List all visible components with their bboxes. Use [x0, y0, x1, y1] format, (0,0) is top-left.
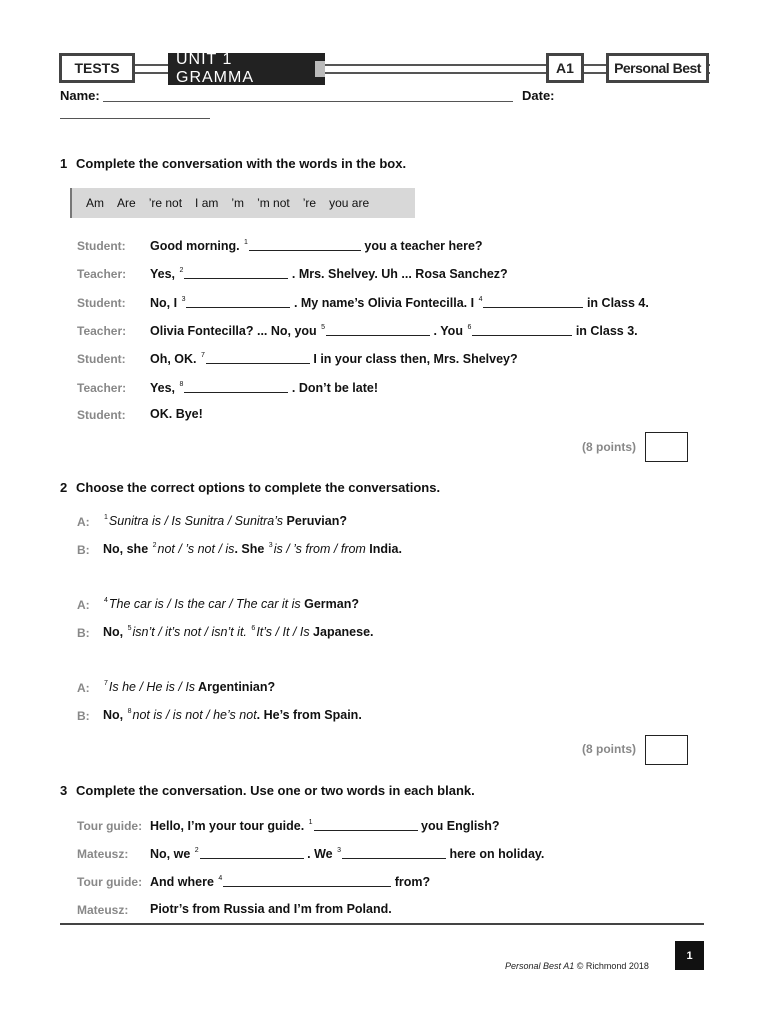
item-number: 3 — [181, 296, 186, 303]
item-number: 6 — [251, 625, 256, 632]
line-text: Hello, I’m your tour guide. — [150, 819, 308, 833]
line-text: in Class 3. — [572, 324, 638, 338]
line-text: No, — [103, 708, 127, 722]
dialogue-line — [150, 874, 430, 889]
footer-copyright — [505, 961, 649, 971]
section-1-title — [60, 156, 406, 171]
line-text: Yes, — [150, 267, 179, 281]
line-text: German? — [300, 597, 359, 611]
item-number: 2 — [179, 267, 184, 274]
item-number: 8 — [179, 381, 184, 388]
line-text: No, we — [150, 847, 194, 861]
word-box-item: Am — [86, 196, 104, 210]
answer-blank[interactable] — [206, 351, 310, 364]
speaker-label: Teacher: — [77, 324, 127, 338]
dialogue-line — [103, 597, 359, 611]
line-text: Oh, OK. — [150, 352, 200, 366]
line-text: No, I — [150, 296, 181, 310]
dialogue-line — [150, 295, 649, 310]
section-2-number: 2 — [60, 480, 68, 495]
item-number: 4 — [104, 597, 108, 604]
dialogue-line — [150, 380, 378, 395]
page-number — [675, 941, 704, 970]
line-text: in Class 4. — [583, 296, 649, 310]
line-text: India. — [365, 542, 402, 556]
word-box-item: I am — [195, 196, 219, 210]
word-box-item: ’m not — [257, 196, 290, 210]
line-text: Japanese. — [309, 625, 374, 639]
line-text: Yes, — [150, 381, 179, 395]
footer-copyright-text: © Richmond 2018 — [574, 961, 649, 971]
speaker-label: Student: — [77, 352, 126, 366]
answer-blank[interactable] — [326, 323, 430, 336]
tests-label-text: TESTS — [74, 60, 120, 76]
tests-label — [59, 53, 135, 83]
line-text: here on holiday. — [446, 847, 545, 861]
word-box — [70, 188, 415, 218]
section-2-points: (8 points) — [582, 742, 636, 756]
dialogue-line — [103, 514, 347, 528]
line-text: you English? — [417, 819, 500, 833]
dialogue-line — [103, 542, 402, 556]
line-text: I in your class then, Mrs. Shelvey? — [309, 352, 518, 366]
section-1-instruction: Complete the conversation with the words in the box. — [76, 156, 407, 171]
line-text: Good morning. — [150, 239, 244, 253]
speaker-label: Teacher: — [77, 381, 127, 395]
speaker-label: Teacher: — [77, 267, 127, 281]
answer-blank[interactable] — [184, 266, 288, 279]
option-set[interactable]: Is he / He is / Is — [108, 680, 196, 694]
word-box-item: Are — [117, 196, 136, 210]
answer-blank[interactable] — [184, 380, 288, 393]
speaker-label: B: — [77, 709, 90, 723]
dialogue-line — [103, 708, 362, 722]
section-2-title — [60, 480, 440, 495]
answer-blank[interactable] — [186, 295, 290, 308]
item-number: 3 — [268, 542, 273, 549]
unit-title-cursor — [315, 61, 325, 77]
section-1-points: (8 points) — [582, 440, 636, 454]
dialogue-line — [103, 680, 275, 694]
item-number: 7 — [104, 680, 108, 687]
level-badge — [546, 53, 584, 83]
dialogue-line — [150, 238, 483, 253]
dialogue-line — [150, 902, 392, 916]
line-text — [247, 625, 250, 639]
level-badge-text: A1 — [556, 60, 574, 76]
name-label: Name: — [60, 88, 100, 103]
speaker-label: Mateusz: — [77, 903, 129, 917]
answer-blank[interactable] — [314, 818, 418, 831]
dialogue-line — [150, 407, 203, 421]
speaker-label: A: — [77, 598, 90, 612]
line-text: . My name’s Olivia Fontecilla. I — [290, 296, 478, 310]
item-number: 5 — [127, 625, 132, 632]
date-label: Date: — [522, 88, 555, 103]
answer-blank[interactable] — [249, 238, 361, 251]
word-box-item: you are — [329, 196, 370, 210]
dialogue-line — [150, 818, 500, 833]
line-text: from? — [391, 875, 431, 889]
speaker-label: Student: — [77, 296, 126, 310]
option-set[interactable]: The car is / Is the car / The car it is — [108, 597, 301, 611]
word-box-item: ’re not — [148, 196, 183, 210]
item-number: 6 — [467, 324, 472, 331]
line-text: Olivia Fontecilla? ... No, you — [150, 324, 321, 338]
dialogue-line — [150, 846, 544, 861]
dialogue-line — [150, 351, 518, 366]
item-number: 4 — [218, 875, 223, 882]
item-number: 2 — [194, 847, 199, 854]
item-number: 5 — [321, 324, 326, 331]
line-text: . He’s from Spain. — [256, 708, 362, 722]
line-text: . She — [234, 542, 268, 556]
line-text: . Don’t be late! — [288, 381, 378, 395]
line-text: . You — [430, 324, 467, 338]
item-number: 4 — [478, 296, 483, 303]
brand-logo-text: Personal Best — [614, 60, 701, 76]
answer-blank[interactable] — [342, 846, 446, 859]
answer-blank[interactable] — [200, 846, 304, 859]
footer-rule — [60, 923, 704, 925]
item-number: 1 — [308, 819, 313, 826]
speaker-label: Mateusz: — [77, 847, 129, 861]
line-text: Peruvian? — [283, 514, 347, 528]
speaker-label: Student: — [77, 408, 126, 422]
section-1-number: 1 — [60, 156, 68, 171]
dialogue-line — [150, 266, 508, 281]
item-number: 2 — [152, 542, 157, 549]
option-set[interactable]: not / ’s not / is — [157, 542, 235, 556]
speaker-label: Tour guide: — [77, 875, 143, 889]
line-text: No, she — [103, 542, 152, 556]
answer-blank[interactable] — [223, 874, 391, 887]
dialogue-line — [150, 323, 638, 338]
brand-logo — [606, 53, 709, 83]
option-set[interactable]: isn’t / it’s not / isn’t it. — [132, 625, 247, 639]
section-3-instruction: Complete the conversation. Use one or two words in each blank. — [76, 783, 475, 798]
item-number: 7 — [201, 352, 205, 359]
answer-blank[interactable] — [483, 295, 583, 308]
page-number-text: 1 — [686, 949, 693, 962]
name-field[interactable] — [103, 101, 513, 102]
line-text: . We — [303, 847, 337, 861]
line-text: you a teacher here? — [360, 239, 483, 253]
item-number: 1 — [104, 514, 108, 521]
dialogue-line — [103, 625, 374, 639]
option-set[interactable]: Sunitra is / Is Sunitra / Sunitra’s — [108, 514, 284, 528]
unit-title — [168, 53, 325, 85]
option-set[interactable]: It’s / It / Is — [256, 625, 310, 639]
speaker-label: A: — [77, 681, 90, 695]
speaker-label: B: — [77, 543, 90, 557]
answer-blank[interactable] — [472, 323, 572, 336]
item-number: 3 — [337, 847, 341, 854]
line-text: . Mrs. Shelvey. Uh ... Rosa Sanchez? — [288, 267, 508, 281]
line-text: No, — [103, 625, 127, 639]
section-3-number: 3 — [60, 783, 68, 798]
speaker-label: Tour guide: — [77, 819, 143, 833]
line-text: Argentinian? — [195, 680, 276, 694]
section-1-score-box[interactable] — [645, 432, 688, 462]
speaker-label: B: — [77, 626, 90, 640]
speaker-label: Student: — [77, 239, 126, 253]
item-number: 8 — [127, 708, 132, 715]
unit-title-text: UNIT 1 GRAMMA — [176, 51, 254, 86]
section-2-instruction: Choose the correct options to complete the conversations. — [76, 480, 441, 495]
word-box-item: ’re — [302, 196, 317, 210]
date-field[interactable] — [60, 118, 210, 119]
section-3-title — [60, 783, 475, 798]
option-set[interactable]: not is / is not / he’s not — [132, 708, 257, 722]
option-set[interactable]: is / ’s from / from — [273, 542, 366, 556]
line-text: And where — [150, 875, 218, 889]
speaker-label: A: — [77, 515, 90, 529]
word-box-item: ’m — [231, 196, 245, 210]
footer-book-title: Personal Best A1 — [505, 961, 575, 971]
line-text: Piotr’s from Russia and I’m from Poland. — [150, 902, 392, 916]
line-text: OK. Bye! — [150, 407, 203, 421]
section-2-score-box[interactable] — [645, 735, 688, 765]
item-number: 1 — [244, 239, 248, 246]
